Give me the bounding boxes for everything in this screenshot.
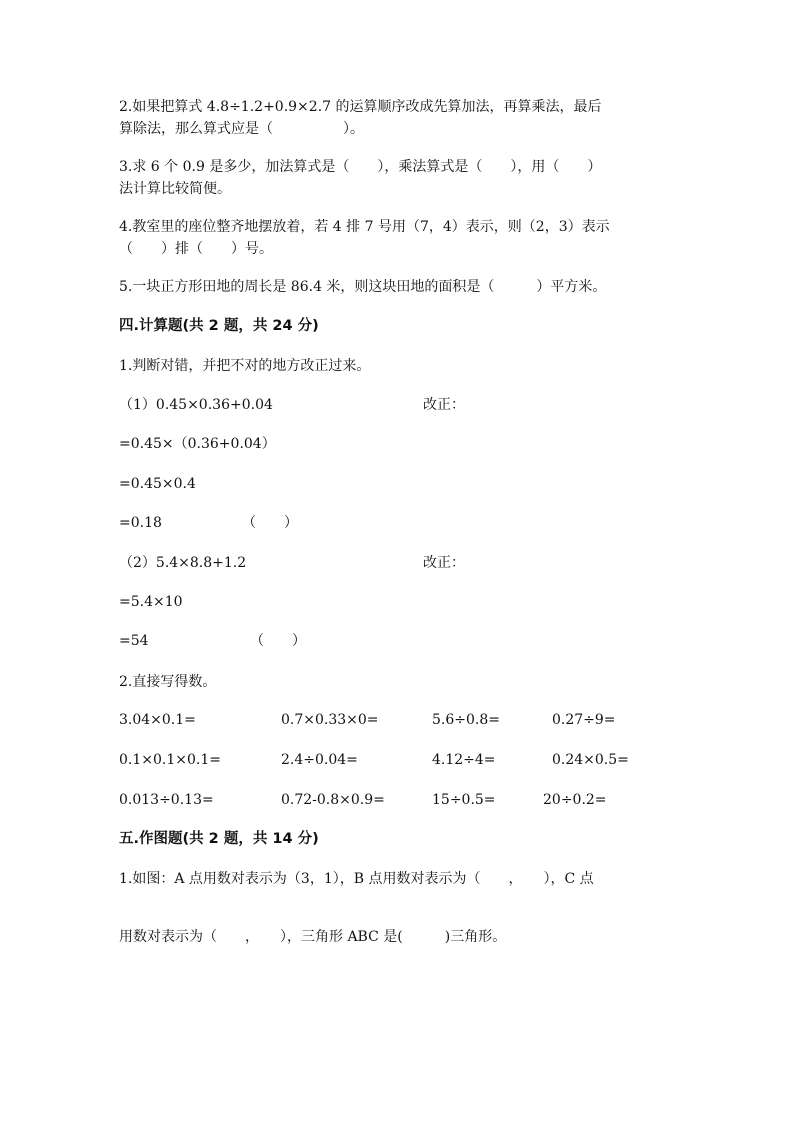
question-3-line-1: 3.求 6 个 0.9 是多少，加法算式是（ ），乘法算式是（ ），用（ ） <box>119 159 602 175</box>
question-2-line-2: 算除法，那么算式应是（ ）。 <box>119 121 364 137</box>
drawing-q1-line-2: 用数对表示为（ ， ），三角形 ABC 是( )三角形。 <box>119 929 507 945</box>
mental-calc-item: 2.4÷0.04= <box>281 752 358 768</box>
calc-q1-part2-fix-label: 改正： <box>423 555 465 571</box>
question-4-line-2: （ ）排（ ）号。 <box>119 241 273 257</box>
mental-calc-item: 20÷0.2= <box>543 792 607 808</box>
section-4-title: 四.计算题(共 2 题，共 24 分) <box>119 318 319 334</box>
mental-calc-item: 3.04×0.1= <box>119 712 196 728</box>
mental-calc-item: 15÷0.5= <box>432 792 496 808</box>
calc-q1-part1-step2: =0.45×0.4 <box>119 476 196 492</box>
mental-calc-item: 0.27÷9= <box>552 712 616 728</box>
calc-q2-prompt: 2.直接写得数。 <box>119 674 217 690</box>
question-2-line-1: 2.如果把算式 4.8÷1.2+0.9×2.7 的运算顺序改成先算加法，再算乘法，最后 <box>119 99 602 115</box>
calc-q1-prompt: 1.判断对错，并把不对的地方改正过来。 <box>119 358 371 374</box>
calc-q1-part1-fix-label: 改正： <box>423 397 465 413</box>
question-4-line-1: 4.教室里的座位整齐地摆放着，若 4 排 7 号用（7，4）表示，则（2，3）表示 <box>119 219 610 235</box>
question-5-line: 5.一块正方形田地的周长是 86.4 米，则这块田地的面积是（ ）平方米。 <box>119 279 607 295</box>
mental-calc-item: 4.12÷4= <box>432 752 496 768</box>
calc-q1-part1-expression: （1）0.45×0.36+0.04 <box>119 397 273 413</box>
drawing-q1-line-1: 1.如图：A 点用数对表示为（3，1），B 点用数对表示为（ ， ），C 点 <box>119 871 594 887</box>
calc-q1-part1-step3: =0.18 <box>119 515 162 531</box>
mental-calc-item: 0.7×0.33×0= <box>281 712 379 728</box>
calc-q1-part1-judgement-blank: （ ） <box>242 515 298 531</box>
calc-q1-part2-step2: =54 <box>119 633 149 649</box>
calc-q1-part1-step1: =0.45×（0.36+0.04） <box>119 436 276 452</box>
mental-calc-item: 0.013÷0.13= <box>119 792 214 808</box>
mental-calc-item: 5.6÷0.8= <box>432 712 500 728</box>
mental-calc-item: 0.24×0.5= <box>552 752 629 768</box>
question-3-line-2: 法计算比较简便。 <box>119 181 231 197</box>
section-5-title: 五.作图题(共 2 题，共 14 分) <box>119 831 319 847</box>
calc-q1-part2-step1: =5.4×10 <box>119 594 183 610</box>
mental-calc-item: 0.72-0.8×0.9= <box>281 792 385 808</box>
calc-q1-part2-judgement-blank: （ ） <box>250 633 306 649</box>
calc-q1-part2-expression: （2）5.4×8.8+1.2 <box>119 555 247 571</box>
mental-calc-item: 0.1×0.1×0.1= <box>119 752 221 768</box>
